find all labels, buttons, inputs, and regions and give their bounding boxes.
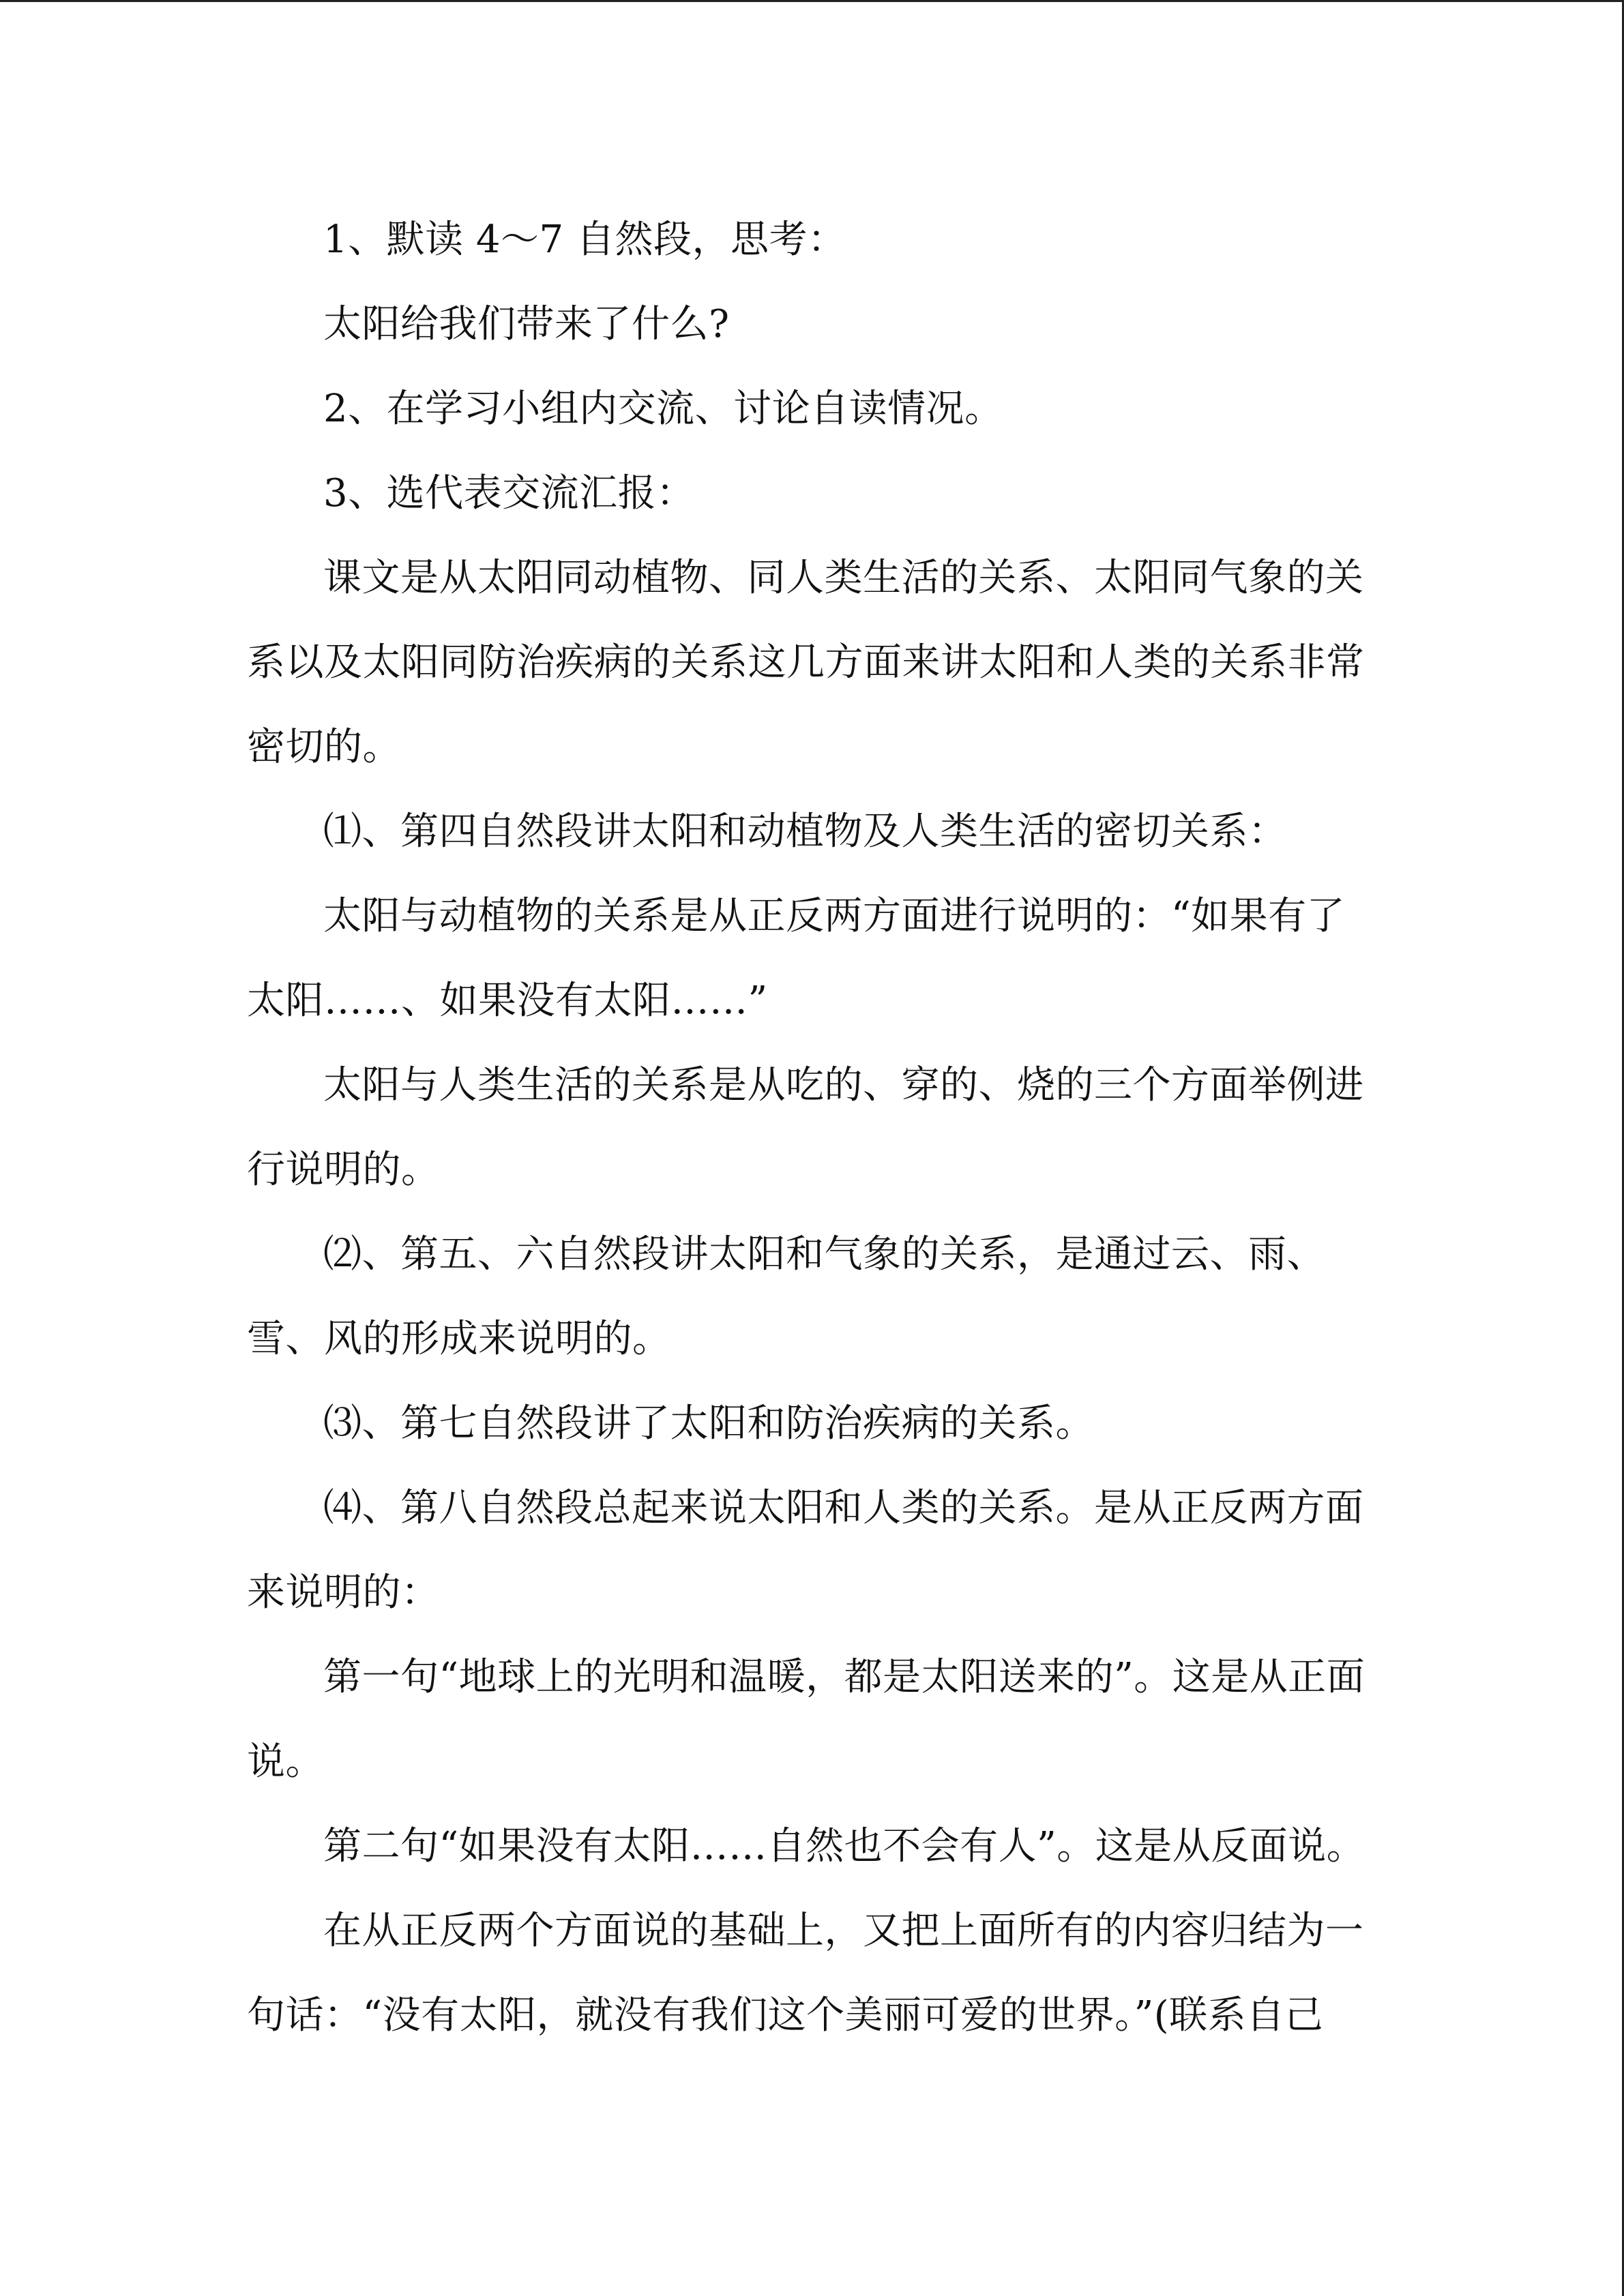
paragraph-human-life: 太阳与人类生活的关系是从吃的、穿的、烧的三个方面举例进行说明的。 [247,1063,1364,1192]
paragraph-point-2: ⑵、第五、六自然段讲太阳和气象的关系，是通过云、雨、雪、风的形成来说明的。 [247,1232,1325,1361]
paragraph-point-1: ⑴、第四自然段讲太阳和动植物及人类生活的密切关系： [323,809,1287,854]
paragraph-step-3: 3、选代表交流汇报： [323,471,695,516]
paragraph-point-3: ⑶、第七自然段讲了太阳和防治疾病的关系。 [323,1401,1094,1446]
paragraph-step-2: 2、在学习小组内交流、讨论自读情况。 [323,387,1003,431]
document-body [247,198,1365,2058]
paragraph-point-4: ⑷、第八自然段总起来说太阳和人类的关系。是从正反两方面来说明的： [247,1486,1364,1615]
paragraph-second-sentence: 第二句“如果没有太阳……自然也不会有人”。这是从反面说。 [323,1824,1365,1868]
paragraph-summary: 课文是从太阳同动植物、同人类生活的关系、太阳同气象的关系以及太阳同防治疾病的关系这几方面来讲太阳和人类的关系非常密切的。 [247,556,1365,769]
paragraph-conclusion: 在从正反两个方面说的基础上，又把上面所有的内容归结为一句话：“没有太阳，就没有我们这个美丽可爱的世界。”(联系自己 [247,1909,1364,2038]
paragraph-first-sentence: 第一句“地球上的光明和温暖，都是太阳送来的”。这是从正面说。 [247,1655,1365,1784]
paragraph-plants-animals: 太阳与动植物的关系是从正反两方面进行说明的：“如果有了太阳……、如果没有太阳……” [247,894,1346,1023]
paragraph-question: 太阳给我们带来了什么? [323,302,730,346]
paragraph-step-1: 1、默读 4～7 自然段，思考： [323,218,846,262]
page-border-top [0,0,1624,2]
